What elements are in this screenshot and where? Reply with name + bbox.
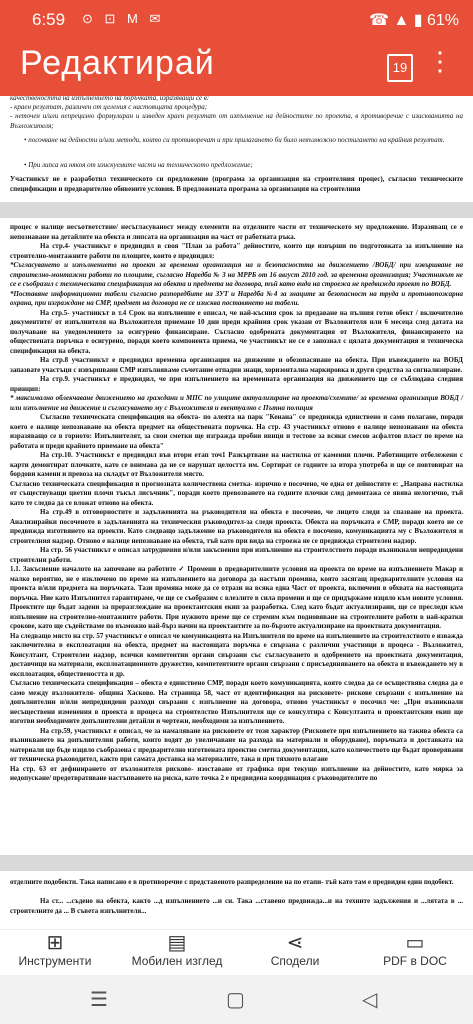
doc-paragraph: На ст... ...съдено на обекта, както ...д изпълнението ...и си. Така ...ставено предвижда...и на техните задължения и ...лятата в ... строителните да ... В съвета изпълнителя... [10,897,463,915]
tools-icon: ⊞ [46,932,64,954]
tools-label: Инструменти [18,954,92,968]
doc-paragraph: На стр.4- участникът е предвидил в своя "План за работа" дейностите, които ще извърши по подготовката за изпълнение на строително-монтажните работи по площите, които е предвидил: [10,242,463,260]
recent-apps-icon[interactable]: ☰ [90,989,108,1011]
app-bar [0,40,473,96]
pdf-to-doc-label: PDF в DOC [383,954,447,968]
doc-paragraph: На следващо място на стр. 57 участникът е описал че комуникацията на Изпълнителя по време на изпълнението на строителството е изважда заключителна в експлоатация на обекта, предмет на настоящата поръчка е свързана с различни участници в процеса - Възложител, Консултант, Строителен надзор, всички компетентни органи свързани със съгласуването и одобрението на проектната документация, доставчици на материали, експлоатационното дружество, компетентните органи свързани с присъединяването на обекта и въвеждането му в експлоатация, обществеността и др. [10,631,463,678]
doc-paragraph: На стр.8 участникът е предвидил временна организация на движение и обезопасяване на обекта. При въвеждането на ВОБД запазвате участъци с извършвани СМР изпълняваме съчетание отпадни знаци, хоризонтална маркировка и други средства за сигнализиране. [10,356,463,374]
page-count-icon[interactable]: 19 [387,54,413,82]
doc-paragraph: Съгласно техническата спецификация на обекта- по алеята на парк "Кенана" се предвижда единствено и само полагане, поради което е налице непознаване на обекта предмет на обществената поръчка. На стр. 43 участникът отново е налице непознаване на обекта изразяващо се в горното: Изпълнителят, за свои сметки ще изгражда пробни ивици и тестове за всяки смесов асфалтов пласт по време на работата и преди крайното приемане на обекта" [10,413,463,450]
doc-line: - краен резултат, различен от целения с настоящата процедура; [10,103,208,111]
bottom-toolbar [0,929,473,976]
doc-paragraph: На стр. 63 от дефинирането от възложителя рискове- изоставане от графика при текущо изпълнение на дейностите, като мярка за недопускане/ предотвратяване настъпването на риска, като точка 2 е предвидена координация с ръководителите по [10,764,463,782]
doc-paragraph: На стр.5- участникът в т.4 Срок на изпълнение е описал, че най-късния срок за предаване на пълния готов обект / включително документите/ от изпълнителя на Възложителя приемане 10 дни преди крайния срок указан от Възложителя или 6 месеца след датата на получаване на уведомлението за осигурено финансиране. Съгласно одобрената документация от Възложителя, финансирането на обществената поръчка е осигурено, поради което компонента приема, че участникът не се е запознал с цялата документация и техническа спецификация на обекта. [10,308,463,355]
page-separator [0,855,473,871]
status-bar [0,0,473,40]
doc-paragraph: отделните подобекти. Така написано е в противоречие с представеното разпределение на по етапи- тъй като там е предвиден един подобект. [10,878,454,886]
tools-button[interactable] [0,932,110,968]
doc-paragraph: *Поставяне информационни табели съгласно разпоредбите на ЗУТ и Наредба №4 за знаците за безопасност на труда и противопожарна охрана, при изграждане на СМР, предмет на договора не се изисква поставянето на табели. [10,289,463,307]
doc-paragraph: 1.1. Закъснение началото на започване на работите ✓ Промени в предварителните условия на проекта по време на изпълнението Макар и малко вероятно, не е изключено по време на изпълнението на договора да настъпи промяна, която засягащ предварителните условия на проекта и/или предмета на поръчката. Тази промяна може да се отрази на всяка една Част от проекта, включени в обхвата на настоящата поръчка. Ние като Изпълнител гарантираме, че ще се съобразим с влезлите в сила промени и ще се придържаме изцяло към новите условия. Проектите ще бъдат задени за преразглеждане на проектантския екип за разработка. След като бъдат актуализирани, ще се преследи към изпълнение на строително-монтажните работи. При нужното време ще се стремим към подновяване на строителните работи в най-кратки срокове, като ще съдействаме по възможно най-бърз начин на проектантите за по-бързото актуализиране на проектната документация. [10,565,463,630]
more-options-icon[interactable]: ⋮ [427,46,453,76]
pdf-doc-icon: ▭ [405,932,425,954]
mobile-view-button[interactable] [122,932,232,968]
doc-paragraph: *Съгласуването и изпълнението на проект за временна организация на и безопасността на движението /ВОБД/ при извършване на строително-монтажни работи по площите, съгласно Наредба № 3 на МРРБ от 16 август 2010 год. за временна организация; Участникът не се е съобразил с техническата спецификация на обекта и предмета на договора, тъй като вида на строежа не предвижда проект по ВОБД. [10,261,463,288]
doc-paragraph: Участникът не е разработил техническото си предложение (програма за организация на строителния процес), съгласно техническите спецификации и предварително обявените условия. В предложената програма за организация на строителния [10,175,463,193]
home-icon[interactable]: ▢ [226,989,245,1011]
share-icon: ⋖ [286,932,304,954]
doc-paragraph: * максимално облекчаване движението на граждани и МПС по улиците актуализиране на проекта/схемите/ за временна организация ВОБД / или изпълнение на движение и съгласуването му с Възложителя и евентуално с Пътна полиция [10,394,463,412]
doc-line: качествеността на изпълнението на поръчката, изразяващи се в: [10,96,210,102]
system-navigation-bar [0,975,473,1024]
doc-paragraph: На стр.9. участникът е предвидил, че при изпълнението на временната организация на движението ще се съблюдава следния принцип: [10,375,463,393]
doc-paragraph: На стр.59, участникът е описал, че за намаляване на рисковете от този характер (Рисковете при изпълнението на такива обекта са възникването на допълнителни работи, които водят до увеличаване на разхода на материали и оборудване), поръчката и доставката на материали ще бъде изцяло съобразена с предварително изготвената проектно сметна документация, като количеството ще бъдат проверявани от техническа ръководител, както при самата доставка на материалите, така и при тяхното влагане [10,726,463,763]
mobile-view-label: Мобилен изглед [131,954,223,968]
notification-icons: ⊙ ⊡ M ✉ [82,11,165,26]
doc-bullet: • посочване на дейности и/или методи, които си противоречат и при прилагането би било невъзможно постигането на крайния резултат. [24,136,445,144]
status-time: 6:59 [32,10,66,29]
share-button[interactable] [240,932,350,968]
battery-signal-icons: ☎ ▲ ▮ 61% [369,12,459,29]
document-viewer[interactable] [0,96,473,929]
doc-line: - неточен и/или непрецизно формулиран и изведен краен резултат от изпълнение на дейностите по проекта, в противоречие с изискванията на Възложителя; [10,112,463,130]
doc-paragraph: На стр.10. Участникът е предвидил във втори етап точ1 Разкъртване на настилка от каменни плочи. Работниците отбележени с карти демонтират плочките, като се внимава да не се нарушат целостта им. Сортират се годните за втора употреба и ще се повтовират на бордови камени и превоза на складът от Възложителя място. [10,451,463,478]
share-label: Сподели [270,954,320,968]
doc-paragraph: На стр. 56 участникът е описал затруднения и/или закъснения при изпълнение на строителството поради възникнали непредвидени строителни работи. [10,546,463,564]
page-title: Редактирай [20,44,215,82]
page-separator [0,202,473,218]
doc-paragraph: Съгласно техническата спецификация – обекта е единствено СМР, поради което комуникацията, която следва да се осъществява следва да е само между възложителя- община Хасково. На страница 58, част от идентификация на рисковете- рискове свързани с изпълнение на допълнителни и/или непредвидени разходи свързани с изпълнение на договора, отново участникът е посочил че: „При възникнали несъществени изменения в проекта в процеса на строителство Изпълнителя ще се консултира с Консултанта и проектантския екип ще изготви необходимите допълнителни детайли и чертежи, необходими за изпълнението. [10,679,463,725]
doc-paragraph: Съгласно техническата спецификация и прогнозната количествена сметка- изрично е посочено, че една от дейностите е: „Направа настилка от съществуващи цветни плочи тъкъл лисъчник", поради което превозването на годните плочки след демонтажа се явява нелогично, тъй като те следва да се вложат отново на обекта. [10,479,463,507]
mobile-view-icon: ▤ [167,932,187,954]
back-icon[interactable]: ◁ [362,989,378,1011]
doc-paragraph: процес е налице несъответствие/ несъгласуваност между елементи на отделните части от техническото му предложение. Изразяващ се е непознаване на детайлите на обекта и липсата на организация на част от работната ръка. [10,223,463,241]
doc-paragraph: На стр.49 в отговорностите и задълженията на ръководителя на обекта е посочено, че лицето следи за спазване на проекта. Анализирайки посоченото в задълженията на техническия ръководител-за следи проекта. Обекта на поръчката е СМР, поради което не се предвижда изготвянето на проекти. Като следващо задължение на ръководителя на обекта е посочено, комуникацията му с Възложителя и строителния надзор. Отново е налице непознаване на обекта, тъй като при вида на строежа не се предвижда строителен надзор. [10,508,463,545]
doc-page-2 [10,223,463,784]
doc-bullet: • При липса на някоя от изискуемите части на техническото предложение; [24,161,253,169]
pdf-to-doc-button[interactable] [360,932,470,968]
